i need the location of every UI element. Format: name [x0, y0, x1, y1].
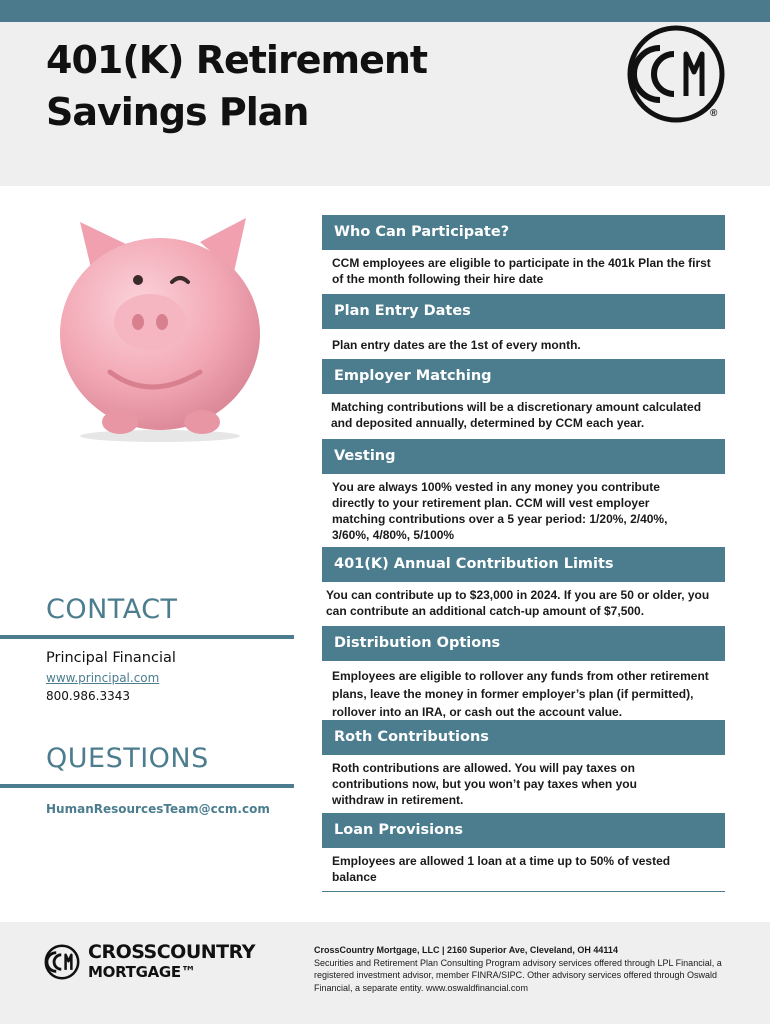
brand-wordmark [88, 942, 255, 982]
contact-heading: CONTACT [46, 594, 178, 625]
page-title [46, 34, 427, 138]
section-heading: Loan Provisions [322, 813, 725, 848]
questions-heading: QUESTIONS [46, 743, 209, 774]
section-body: Plan entry dates are the 1st of every month. [332, 338, 581, 352]
section-who-can-participate [322, 215, 725, 287]
ccm-logo-icon [44, 944, 80, 980]
divider [0, 784, 294, 788]
title-line-2: Savings Plan [46, 90, 309, 134]
divider [322, 891, 725, 892]
section-employer-matching [322, 359, 725, 431]
top-accent-bar [0, 0, 770, 22]
section-body: You are always 100% vested in any money you contribute directly to your retirement plan. CCM will vest employer matching contributions over a 5 year period: 1/20%, 2/40%, 3/60%, 4/80%, 5/100% [332, 480, 668, 542]
footer-address: CrossCountry Mortgage, LLC | 2160 Superior Ave, Cleveland, OH 44114 [314, 945, 618, 955]
section-plan-entry-dates [322, 294, 725, 353]
questions-email-link[interactable]: HumanResourcesTeam@ccm.com [46, 802, 270, 816]
section-heading: Distribution Options [322, 626, 725, 661]
title-line-1: 401(K) Retirement [46, 38, 428, 82]
section-loan-provisions [322, 813, 725, 885]
section-heading: 401(K) Annual Contribution Limits [322, 547, 725, 582]
piggy-bank-icon [50, 212, 270, 444]
registered-mark: ® [710, 108, 718, 119]
section-body: Employees are eligible to rollover any funds from other retirement plans, leave the money in former employer’s plan (if permitted), rollover into an IRA, or cash out the account value. [332, 669, 709, 719]
brand-line-2: MORTGAGE™ [88, 963, 196, 981]
divider [0, 635, 294, 639]
section-body: You can contribute up to $23,000 in 2024. If you are 50 or older, you can contribute an additional catch-up amount of $7,500. [326, 588, 710, 618]
section-body: CCM employees are eligible to participate in the 401k Plan the first of the month following their hire date [332, 256, 711, 286]
section-roth-contributions [322, 720, 725, 808]
section-vesting [322, 439, 725, 543]
section-body: Employees are allowed 1 loan at a time up to 50% of vested balance [332, 854, 671, 884]
section-heading: Who Can Participate? [322, 215, 725, 250]
section-heading: Roth Contributions [322, 720, 725, 755]
footer-disclosure [314, 944, 744, 994]
brand-line-1: CROSSCOUNTRY [88, 941, 255, 963]
contact-website-link[interactable]: www.principal.com [46, 671, 160, 685]
section-heading: Vesting [322, 439, 725, 474]
section-heading: Employer Matching [322, 359, 725, 394]
contact-phone: 800.986.3343 [46, 689, 130, 703]
section-distribution-options [322, 626, 725, 721]
contact-name: Principal Financial [46, 650, 176, 666]
section-body: Matching contributions will be a discretionary amount calculated and deposited annually, determined by CCM each year. [331, 400, 702, 430]
section-contribution-limits [322, 547, 725, 619]
section-heading: Plan Entry Dates [322, 294, 725, 329]
footer-disclosure-text: Securities and Retirement Plan Consulting Program advisory services offered through LPL Financial, a registered investment advisor, member FINRA/SIPC. Other advisory services offered through Oswald Financial, a separate entity. www.oswaldfinancial.com [314, 957, 722, 993]
section-body: Roth contributions are allowed. You will pay taxes on contributions now, but you won’t pay taxes when you withdraw in retirement. [332, 761, 637, 807]
